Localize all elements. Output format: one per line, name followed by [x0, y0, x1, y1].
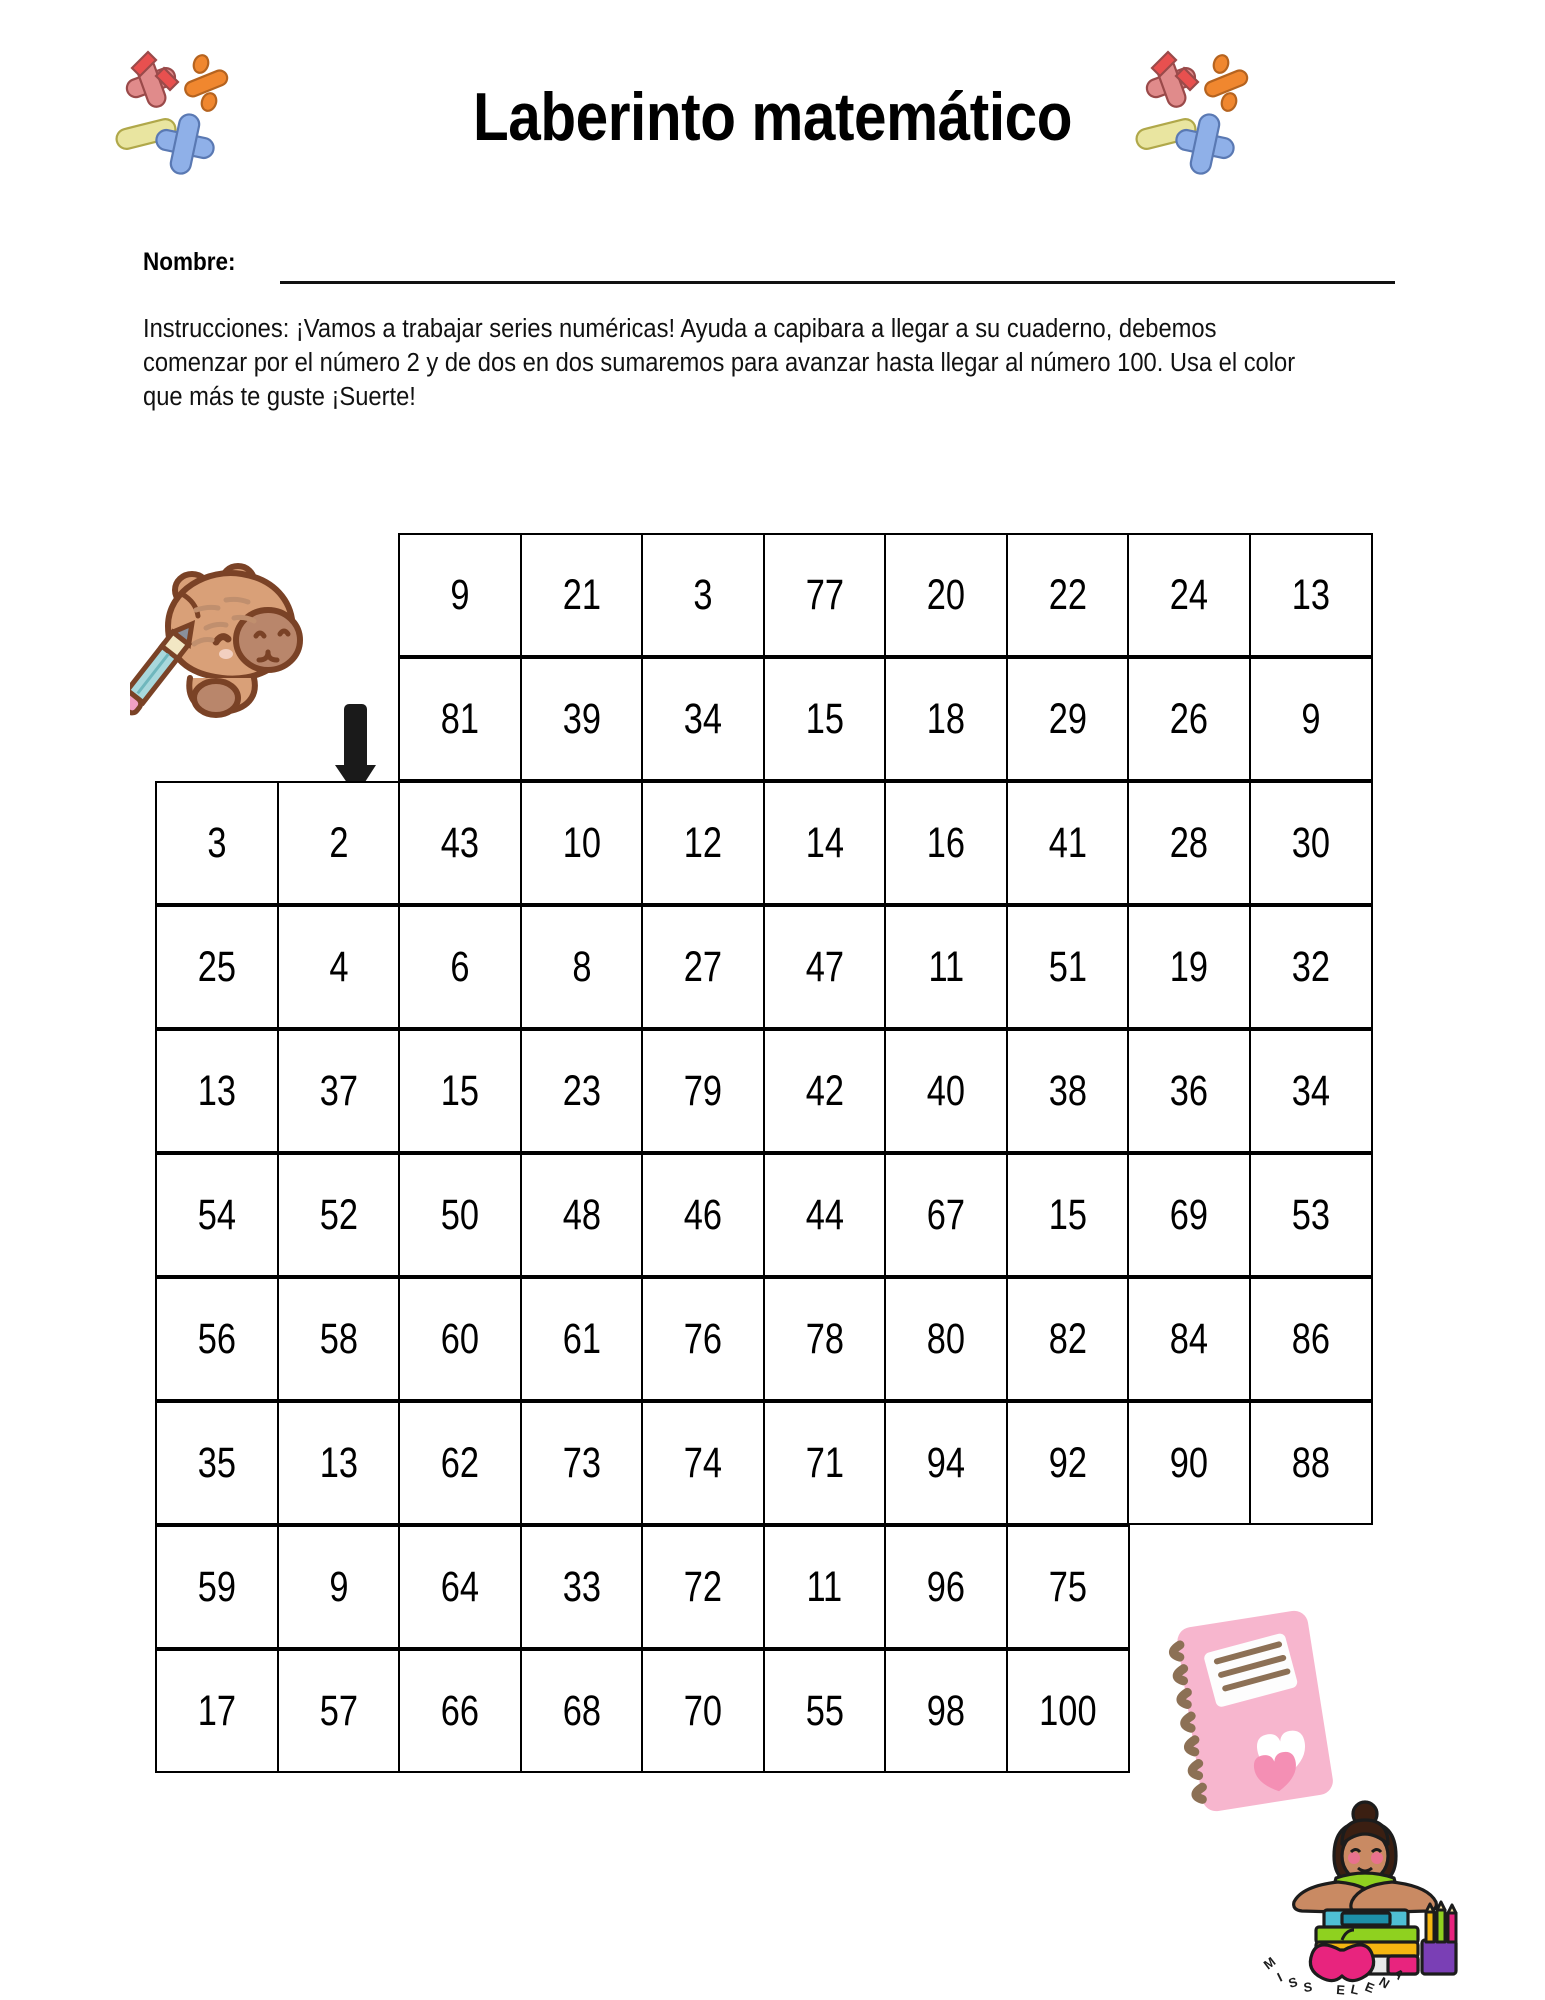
maze-cell[interactable] [641, 781, 765, 905]
maze-cell-number: 78 [805, 1314, 844, 1363]
maze-cell[interactable] [1006, 533, 1130, 657]
svg-text:E: E [1362, 1978, 1377, 1995]
maze-cell-number: 60 [440, 1314, 480, 1363]
maze-cell-number: 4 [328, 942, 349, 991]
maze-cell[interactable] [884, 657, 1008, 781]
maze-cell-number: 62 [440, 1438, 480, 1487]
maze-cell[interactable] [641, 1649, 765, 1773]
maze-cell[interactable] [641, 1525, 765, 1649]
maze-cell[interactable] [155, 1277, 279, 1401]
maze-cell-number: 20 [926, 570, 966, 619]
maze-cell-number: 53 [1291, 1190, 1330, 1239]
maze-cell[interactable] [1006, 781, 1130, 905]
maze-cell-number: 26 [1169, 694, 1209, 743]
svg-text:A: A [1389, 1965, 1408, 1983]
maze-cell[interactable] [155, 1153, 279, 1277]
maze-cell[interactable] [763, 1401, 887, 1525]
maze-cell-number: 24 [1169, 570, 1209, 619]
maze-cell-number: 73 [562, 1438, 601, 1487]
maze-cell-number: 6 [450, 942, 470, 991]
maze-cell[interactable] [520, 1525, 644, 1649]
maze-cell[interactable] [884, 1401, 1008, 1525]
maze-cell-number: 51 [1048, 942, 1087, 991]
svg-text:S: S [1286, 1974, 1300, 1991]
page-title: Laberinto matemático [472, 79, 1073, 155]
maze-cell[interactable] [1006, 1153, 1130, 1277]
maze-cell-number: 15 [805, 694, 844, 743]
maze-cell[interactable] [520, 657, 644, 781]
maze-cell-number: 40 [926, 1066, 966, 1115]
maze-cell[interactable] [1249, 533, 1373, 657]
maze-cell-number: 47 [805, 942, 844, 991]
maze-row [155, 905, 1370, 1029]
maze-cell-number: 3 [693, 570, 713, 619]
maze-cell[interactable] [1006, 1401, 1130, 1525]
maze-cell[interactable] [398, 1277, 522, 1401]
maze-cell-number: 48 [562, 1190, 601, 1239]
maze-cell-number: 34 [1291, 1066, 1330, 1115]
maze-cell[interactable] [1127, 1029, 1251, 1153]
maze-cell[interactable] [277, 1401, 401, 1525]
maze-cell-number: 25 [197, 942, 237, 991]
maze-cell-number: 66 [440, 1686, 480, 1735]
maze-cell-number: 59 [197, 1562, 237, 1611]
maze-cell[interactable] [520, 905, 644, 1029]
maze-cell-number: 12 [683, 818, 723, 867]
maze-cell-number: 81 [440, 694, 480, 743]
maze-cell-number: 42 [805, 1066, 844, 1115]
maze-cell-number: 9 [450, 570, 470, 619]
maze-cell[interactable] [1127, 533, 1251, 657]
maze-cell[interactable] [398, 1401, 522, 1525]
maze-cell[interactable] [1249, 1401, 1373, 1525]
maze-cell-number: 72 [683, 1562, 723, 1611]
maze-cell-number: 92 [1048, 1438, 1087, 1487]
maze-cell-number: 67 [926, 1190, 966, 1239]
maze-cell-number: 13 [197, 1066, 237, 1115]
maze-cell[interactable] [1127, 657, 1251, 781]
maze-row [155, 1401, 1370, 1525]
maze-cell[interactable] [520, 1029, 644, 1153]
maze-cell[interactable] [155, 1525, 279, 1649]
maze-cell[interactable] [1249, 1153, 1373, 1277]
maze-cell[interactable] [398, 1525, 522, 1649]
maze-cell[interactable] [1127, 1277, 1251, 1401]
maze-cell[interactable] [398, 905, 522, 1029]
maze-cell-number: 64 [440, 1562, 480, 1611]
maze-cell[interactable] [763, 533, 887, 657]
maze-row [155, 533, 1370, 657]
maze-cell-number: 35 [197, 1438, 237, 1487]
pink-notebook-icon [1155, 1600, 1355, 1820]
maze-cell[interactable] [277, 1649, 401, 1773]
maze-cell-number: 9 [1300, 694, 1321, 743]
maze-cell[interactable] [641, 657, 765, 781]
maze-row [155, 1277, 1370, 1401]
maze-cell-number: 34 [683, 694, 723, 743]
maze-cell-number: 88 [1291, 1438, 1330, 1487]
maze-cell-number: 15 [1048, 1190, 1087, 1239]
maze-cell-blank [277, 657, 401, 781]
maze-cell[interactable] [1127, 1153, 1251, 1277]
maze-cell[interactable] [1249, 905, 1373, 1029]
maze-cell[interactable] [277, 781, 401, 905]
maze-cell-number: 8 [571, 942, 592, 991]
maze-cell[interactable] [1249, 657, 1373, 781]
maze-cell[interactable] [763, 905, 887, 1029]
svg-text:I: I [1274, 1969, 1285, 1985]
math-symbols-decoration-right [1128, 38, 1278, 188]
maze-cell[interactable] [1127, 781, 1251, 905]
maze-cell[interactable] [763, 781, 887, 905]
maze-cell[interactable] [155, 781, 279, 905]
maze-cell-number: 82 [1048, 1314, 1087, 1363]
worksheet-header [0, 0, 1545, 210]
maze-row [155, 781, 1370, 905]
name-input-line[interactable] [280, 281, 1395, 284]
maze-cell-number: 11 [928, 942, 964, 991]
maze-cell-blank [277, 533, 401, 657]
svg-text:M: M [1260, 1953, 1279, 1973]
maze-cell[interactable] [763, 1649, 887, 1773]
maze-cell[interactable] [1006, 1649, 1130, 1773]
maze-cell[interactable] [520, 1153, 644, 1277]
maze-cell[interactable] [520, 781, 644, 905]
svg-text:E: E [1335, 1982, 1346, 1995]
name-label: Nombre: [143, 248, 236, 276]
maze-cell[interactable] [641, 1401, 765, 1525]
maze-cell[interactable] [641, 1277, 765, 1401]
maze-cell[interactable] [641, 1153, 765, 1277]
maze-cell-number: 13 [319, 1438, 358, 1487]
maze-cell-number: 38 [1048, 1066, 1087, 1115]
maze-cell[interactable] [763, 1277, 887, 1401]
maze-cell-number: 80 [926, 1314, 966, 1363]
maze-cell-number: 36 [1169, 1066, 1209, 1115]
maze-cell[interactable] [520, 1277, 644, 1401]
maze-cell[interactable] [763, 657, 887, 781]
maze-cell[interactable] [884, 905, 1008, 1029]
maze-cell[interactable] [1006, 1277, 1130, 1401]
maze-row [155, 657, 1370, 781]
maze-cell[interactable] [520, 1401, 644, 1525]
maze-cell[interactable] [641, 533, 765, 657]
maze-cell-number: 13 [1291, 570, 1330, 619]
maze-cell[interactable] [398, 1029, 522, 1153]
maze-cell[interactable] [884, 1277, 1008, 1401]
maze-cell-number: 94 [926, 1438, 966, 1487]
maze-cell[interactable] [1006, 657, 1130, 781]
maze-cell[interactable] [398, 657, 522, 781]
maze-cell-number: 39 [562, 694, 601, 743]
maze-cell-number: 37 [319, 1066, 358, 1115]
maze-cell-number: 3 [207, 818, 227, 867]
maze-cell-number: 74 [683, 1438, 723, 1487]
maze-cell-number: 57 [319, 1686, 358, 1735]
maze-cell-number: 50 [440, 1190, 480, 1239]
maze-cell-number: 28 [1169, 818, 1209, 867]
maze-cell[interactable] [884, 1029, 1008, 1153]
maze-cell[interactable] [884, 533, 1008, 657]
maze-cell[interactable] [884, 1525, 1008, 1649]
maze-cell-number: 68 [562, 1686, 601, 1735]
maze-cell-number: 33 [562, 1562, 601, 1611]
maze-cell[interactable] [763, 1029, 887, 1153]
svg-text:L: L [1349, 1981, 1361, 1995]
maze-cell-number: 14 [805, 818, 844, 867]
maze-cell-number: 55 [805, 1686, 844, 1735]
maze-cell-number: 56 [197, 1314, 237, 1363]
maze-cell[interactable] [1249, 1277, 1373, 1401]
maze-cell[interactable] [1006, 1029, 1130, 1153]
maze-cell[interactable] [763, 1525, 887, 1649]
maze-cell-number: 70 [683, 1686, 723, 1735]
maze-cell[interactable] [155, 1649, 279, 1773]
maze-cell[interactable] [1249, 781, 1373, 905]
maze-cell-number: 16 [926, 818, 966, 867]
maze-cell[interactable] [763, 1153, 887, 1277]
maze-cell[interactable] [1127, 1401, 1251, 1525]
maze-cell-number: 30 [1291, 818, 1330, 867]
maze-cell[interactable] [277, 1277, 401, 1401]
maze-cell[interactable] [277, 1029, 401, 1153]
maze-cell-number: 84 [1169, 1314, 1209, 1363]
maze-cell-number: 43 [440, 818, 480, 867]
svg-text:S: S [1302, 1979, 1313, 1995]
maze-row [155, 1153, 1370, 1277]
maze-cell-number: 76 [683, 1314, 723, 1363]
maze-cell[interactable] [884, 781, 1008, 905]
maze-cell-number: 44 [805, 1190, 844, 1239]
maze-cell-number: 29 [1048, 694, 1087, 743]
maze-cell[interactable] [398, 1153, 522, 1277]
maze-cell-number: 52 [319, 1190, 358, 1239]
maze-cell-number: 96 [926, 1562, 966, 1611]
maze-cell-number: 22 [1048, 570, 1087, 619]
maze-cell-number: 21 [562, 570, 601, 619]
maze-cell-number: 86 [1291, 1314, 1330, 1363]
maze-cell[interactable] [884, 1649, 1008, 1773]
maze-row [155, 1029, 1370, 1153]
maze-cell[interactable] [1006, 1525, 1130, 1649]
maze-cell-blank [155, 533, 279, 657]
maze-cell-number: 90 [1169, 1438, 1209, 1487]
maze-cell-number: 75 [1048, 1562, 1087, 1611]
number-maze-grid [155, 533, 1370, 1773]
maze-cell-number: 18 [926, 694, 966, 743]
maze-cell-number: 11 [806, 1562, 843, 1611]
maze-cell-number: 79 [683, 1066, 723, 1115]
maze-cell-number: 2 [328, 818, 349, 867]
svg-text:N: N [1376, 1973, 1393, 1992]
maze-cell[interactable] [155, 1029, 279, 1153]
maze-cell[interactable] [1249, 1029, 1373, 1153]
maze-cell-number: 58 [319, 1314, 358, 1363]
maze-cell-number: 27 [683, 942, 723, 991]
maze-cell[interactable] [398, 781, 522, 905]
maze-cell-number: 19 [1169, 942, 1209, 991]
maze-cell[interactable] [641, 1029, 765, 1153]
maze-cell-number: 77 [805, 570, 844, 619]
maze-cell[interactable] [398, 533, 522, 657]
maze-cell-number: 100 [1038, 1686, 1097, 1735]
maze-cell[interactable] [277, 1153, 401, 1277]
maze-cell[interactable] [520, 533, 644, 657]
maze-cell-number: 69 [1169, 1190, 1209, 1239]
name-field-row [143, 248, 1393, 288]
maze-cell-number: 46 [683, 1190, 723, 1239]
maze-cell-number: 17 [197, 1686, 237, 1735]
maze-cell[interactable] [155, 1401, 279, 1525]
maze-cell-number: 23 [562, 1066, 601, 1115]
maze-cell-number: 41 [1048, 818, 1087, 867]
maze-cell-number: 15 [440, 1066, 480, 1115]
maze-cell[interactable] [277, 905, 401, 1029]
maze-cell-number: 10 [562, 818, 601, 867]
maze-cell[interactable] [155, 905, 279, 1029]
miss-elena-logo [1250, 1800, 1480, 1995]
maze-cell[interactable] [884, 1153, 1008, 1277]
maze-cell[interactable] [520, 1649, 644, 1773]
maze-cell-number: 98 [926, 1686, 966, 1735]
maze-cell[interactable] [1006, 905, 1130, 1029]
maze-cell-number: 32 [1291, 942, 1330, 991]
maze-cell[interactable] [641, 905, 765, 1029]
instructions-text: Instrucciones: ¡Vamos a trabajar series numéricas! Ayuda a capibara a llegar a su cuaderno, debemos comenzar por el número 2 y de dos en dos sumaremos para avanzar hasta llegar al número 100. Usa el color que más te guste ¡Suerte! [143, 315, 1296, 411]
maze-cell-blank [155, 657, 279, 781]
maze-cell-number: 9 [328, 1562, 349, 1611]
maze-cell-number: 54 [197, 1190, 237, 1239]
maze-cell-number: 61 [562, 1314, 601, 1363]
maze-cell[interactable] [277, 1525, 401, 1649]
maze-cell-number: 71 [805, 1438, 844, 1487]
maze-cell[interactable] [1127, 905, 1251, 1029]
maze-cell[interactable] [398, 1649, 522, 1773]
